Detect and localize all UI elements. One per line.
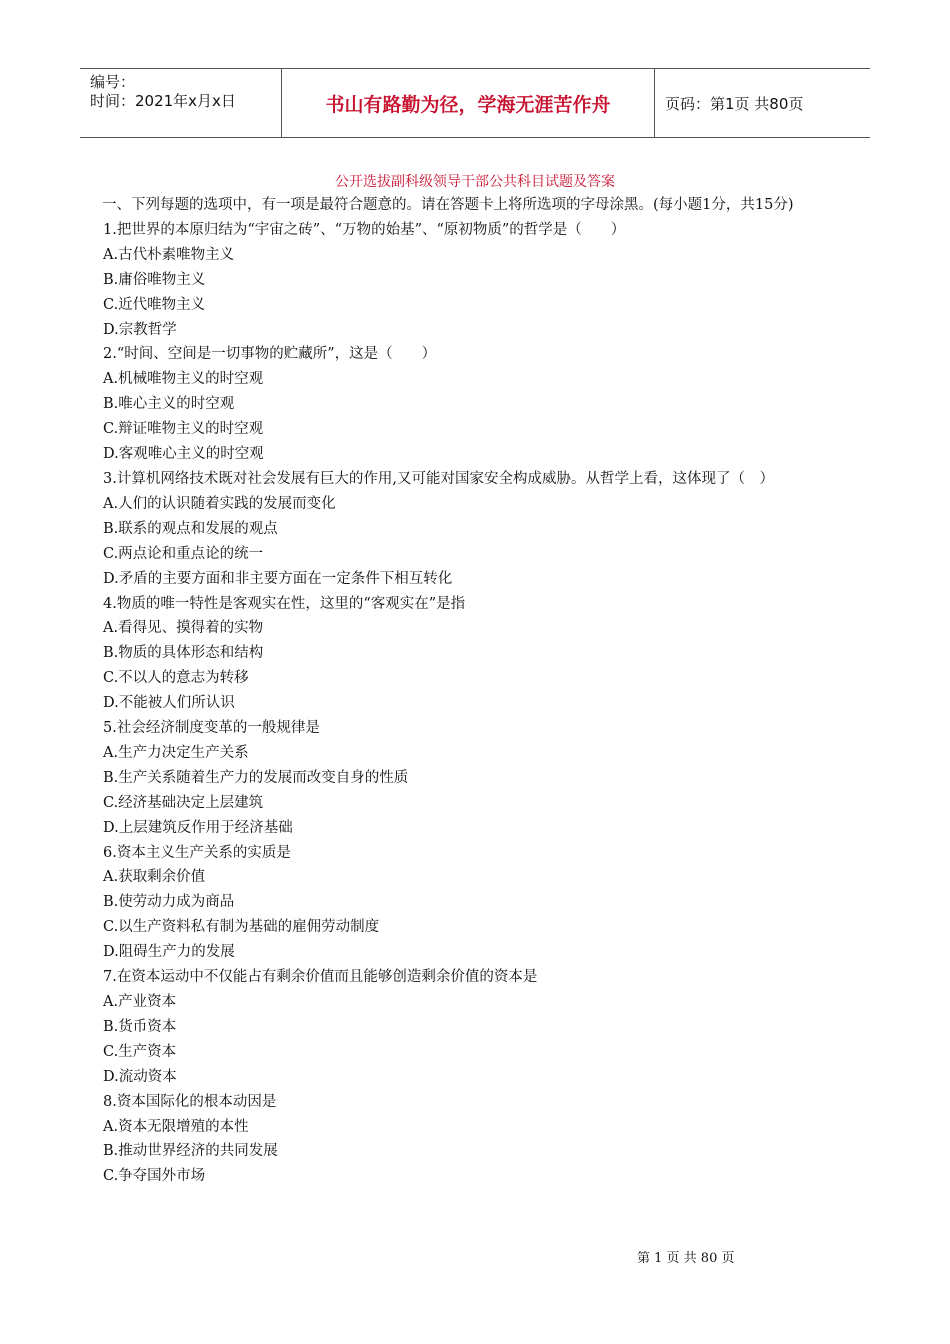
answer-option: B.生产关系随着生产力的发展而改变自身的性质 bbox=[103, 769, 409, 786]
question-text: 4.物质的唯一特性是客观实在性，这里的“客观实在”是指 bbox=[103, 595, 466, 612]
question-text: 6.资本主义生产关系的实质是 bbox=[103, 844, 291, 861]
question-text: 8.资本国际化的根本动因是 bbox=[103, 1093, 277, 1110]
answer-option: C.以生产资料私有制为基础的雇佣劳动制度 bbox=[103, 919, 380, 936]
answer-option: C.经济基础决定上层建筑 bbox=[103, 794, 264, 811]
answer-option: D.矛盾的主要方面和非主要方面在一定条件下相互转化 bbox=[103, 570, 453, 587]
answer-option: B.唯心主义的时空观 bbox=[103, 396, 235, 413]
document-title: 公开选拔副科级领导干部公共科目试题及答案 bbox=[335, 174, 615, 190]
answer-option: A.生产力决定生产关系 bbox=[103, 744, 249, 761]
document-body bbox=[70, 193, 885, 1189]
answer-option: B.庸俗唯物主义 bbox=[103, 271, 206, 288]
question-list bbox=[70, 218, 885, 1189]
answer-option: D.客观唯心主义的时空观 bbox=[103, 446, 264, 463]
document-number-label: 编号： bbox=[90, 73, 136, 91]
header-page-label: 页码：第1页 共80页 bbox=[665, 94, 804, 113]
answer-option: D.不能被人们所认识 bbox=[103, 695, 235, 712]
answer-option: D.阻碍生产力的发展 bbox=[103, 944, 235, 961]
answer-option: C.近代唯物主义 bbox=[103, 296, 206, 313]
answer-option: B.物质的具体形态和结构 bbox=[103, 645, 264, 662]
answer-option: A.看得见、摸得着的实物 bbox=[103, 620, 264, 637]
header-meta bbox=[80, 69, 282, 137]
answer-option: A.机械唯物主义的时空观 bbox=[103, 371, 264, 388]
answer-option: A.古代朴素唯物主义 bbox=[103, 246, 235, 263]
question-text: 3.计算机网络技术既对社会发展有巨大的作用,又可能对国家安全构成威胁。从哲学上看，这体现了（ ） bbox=[103, 470, 774, 487]
answer-option: C.争夺国外市场 bbox=[103, 1168, 206, 1185]
header-slogan: 书山有路勤为径，学海无涯苦作舟 bbox=[282, 69, 655, 137]
answer-option: B.推动世界经济的共同发展 bbox=[103, 1143, 278, 1160]
answer-option: B.使劳动力成为商品 bbox=[103, 894, 235, 911]
answer-option: A.获取剩余价值 bbox=[103, 869, 206, 886]
section-instructions: 一、下列每题的选项中，有一项是最符合题意的。请在答题卡上将所选项的字母涂黑。(每小题1分，共15分) bbox=[102, 197, 794, 213]
answer-option: B.货币资本 bbox=[103, 1018, 177, 1035]
answer-option: D.上层建筑反作用于经济基础 bbox=[103, 819, 293, 836]
answer-option: D.宗教哲学 bbox=[103, 321, 177, 338]
answer-option: C.两点论和重点论的统一 bbox=[103, 545, 264, 562]
page-footer: 第 1 页 共 80 页 bbox=[637, 1251, 735, 1266]
question-text: 7.在资本运动中不仅能占有剩余价值而且能够创造剩余价值的资本是 bbox=[103, 969, 538, 986]
answer-option: A.资本无限增殖的本性 bbox=[103, 1118, 249, 1135]
answer-option: B.联系的观点和发展的观点 bbox=[103, 520, 278, 537]
answer-option: C.不以人的意志为转移 bbox=[103, 670, 249, 687]
answer-option: A.人们的认识随着实践的发展而变化 bbox=[103, 495, 336, 512]
question-text: 2.“时间、空间是一切事物的贮藏所”，这是（ ） bbox=[103, 346, 437, 363]
answer-option: D.流动资本 bbox=[103, 1068, 177, 1085]
document-time-label: 时间：2021年x月x日 bbox=[90, 92, 236, 110]
answer-option: A.产业资本 bbox=[103, 994, 177, 1010]
answer-option: C.辩证唯物主义的时空观 bbox=[103, 421, 264, 438]
page-header bbox=[80, 68, 870, 138]
question-text: 5.社会经济制度变革的一般规律是 bbox=[103, 720, 320, 737]
question-text: 1.把世界的本原归结为“宇宙之砖”、“万物的始基”、“原初物质”的哲学是（ ） bbox=[103, 221, 626, 238]
answer-option: C.生产资本 bbox=[103, 1043, 177, 1060]
